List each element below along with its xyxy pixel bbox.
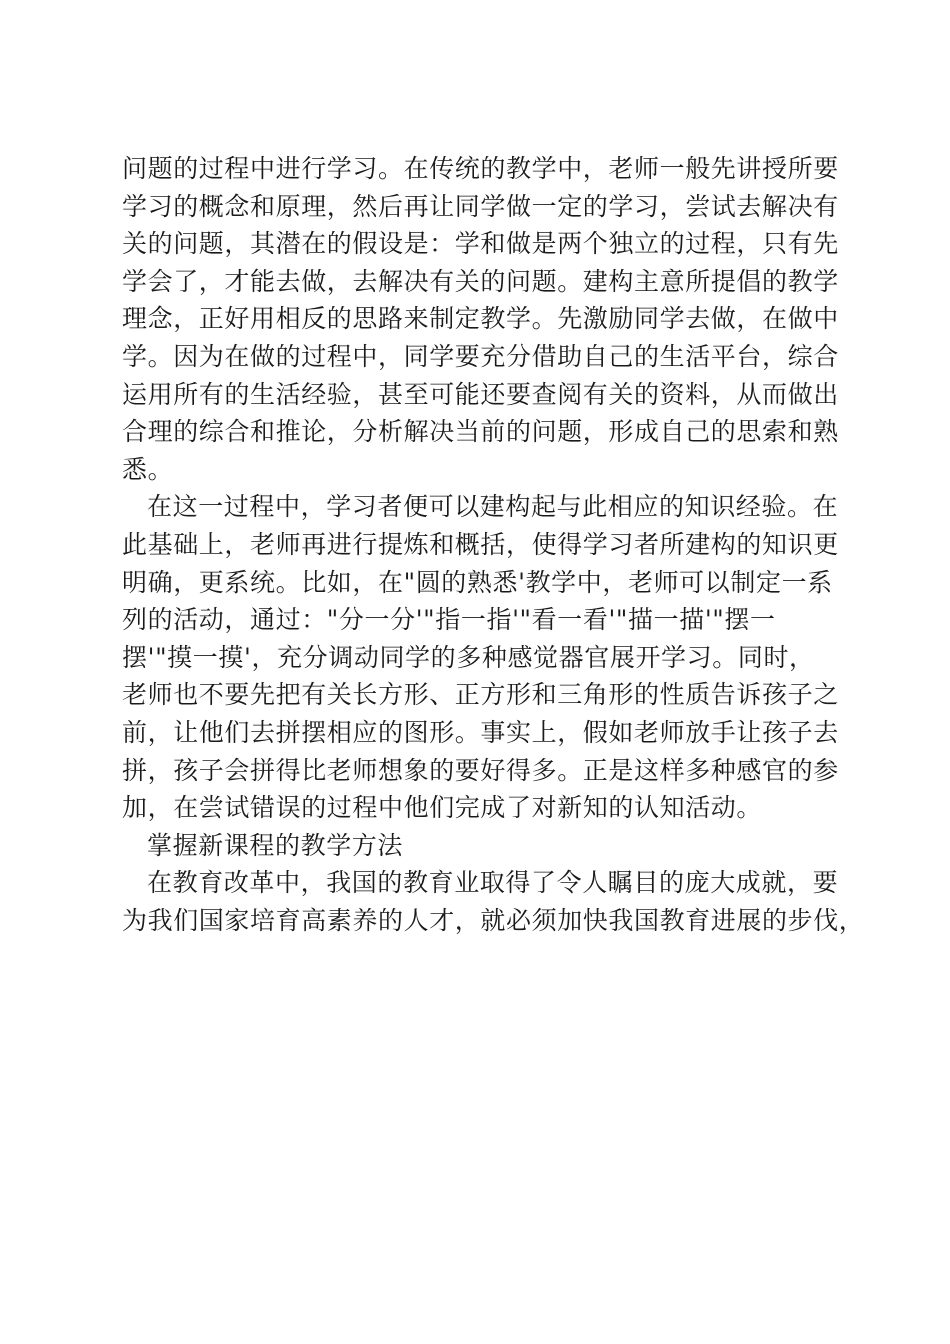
text-line: 学会了，才能去做，去解决有关的问题。建构主意所提倡的教学	[122, 266, 839, 296]
text-line: 摆'"摸一摸'，充分调动同学的多种感觉器官展开学习。同时，	[122, 642, 815, 672]
text-line: 关的问题，其潜在的假设是：学和做是两个独立的过程，只有先	[122, 229, 839, 259]
text-line: 前，让他们去拼摆相应的图形。事实上，假如老师放手让孩子去	[122, 717, 839, 747]
text-line: 悉。	[122, 454, 174, 484]
paragraph-start-line: 在这一过程中，学习者便可以建构起与此相应的知识经验。在	[147, 492, 839, 522]
text-line: 学。因为在做的过程中，同学要充分借助自己的生活平台，综合	[122, 341, 839, 371]
text-line: 运用所有的生活经验，甚至可能还要查阅有关的资料，从而做出	[122, 379, 839, 409]
text-line: 拼，孩子会拼得比老师想象的要好得多。正是这样多种感官的参	[122, 755, 839, 785]
text-line: 加，在尝试错误的过程中他们完成了对新知的认知活动。	[122, 793, 763, 823]
text-line: 此基础上，老师再进行提炼和概括，使得学习者所建构的知识更	[122, 529, 839, 559]
text-line: 老师也不要先把有关长方形、正方形和三角形的性质告诉孩子之	[122, 680, 839, 710]
text-line: 明确，更系统。比如，在"圆的熟悉'教学中，老师可以制定一系	[122, 567, 833, 597]
text-line: 问题的过程中进行学习。在传统的教学中，老师一般先讲授所要	[122, 154, 839, 183]
text-line: 列的活动，通过："分一分'"指一指'"看一看'"描一描'"摆一	[122, 605, 776, 635]
text-line: 合理的综合和推论，分析解决当前的问题，形成自己的思索和熟	[122, 417, 839, 447]
document-body	[122, 150, 865, 939]
paragraph-start-line: 在教育改革中，我国的教育业取得了令人瞩目的庞大成就，要	[147, 868, 839, 898]
text-line: 理念，正好用相反的思路来制定教学。先激励同学去做，在做中	[122, 304, 839, 334]
text-line: 学习的概念和原理，然后再让同学做一定的学习，尝试去解决有	[122, 191, 839, 221]
text-line: 为我们国家培育高素养的人才，就必须加快我国教育进展的步伐，	[122, 905, 865, 935]
section-heading: 掌握新课程的教学方法	[147, 830, 404, 860]
